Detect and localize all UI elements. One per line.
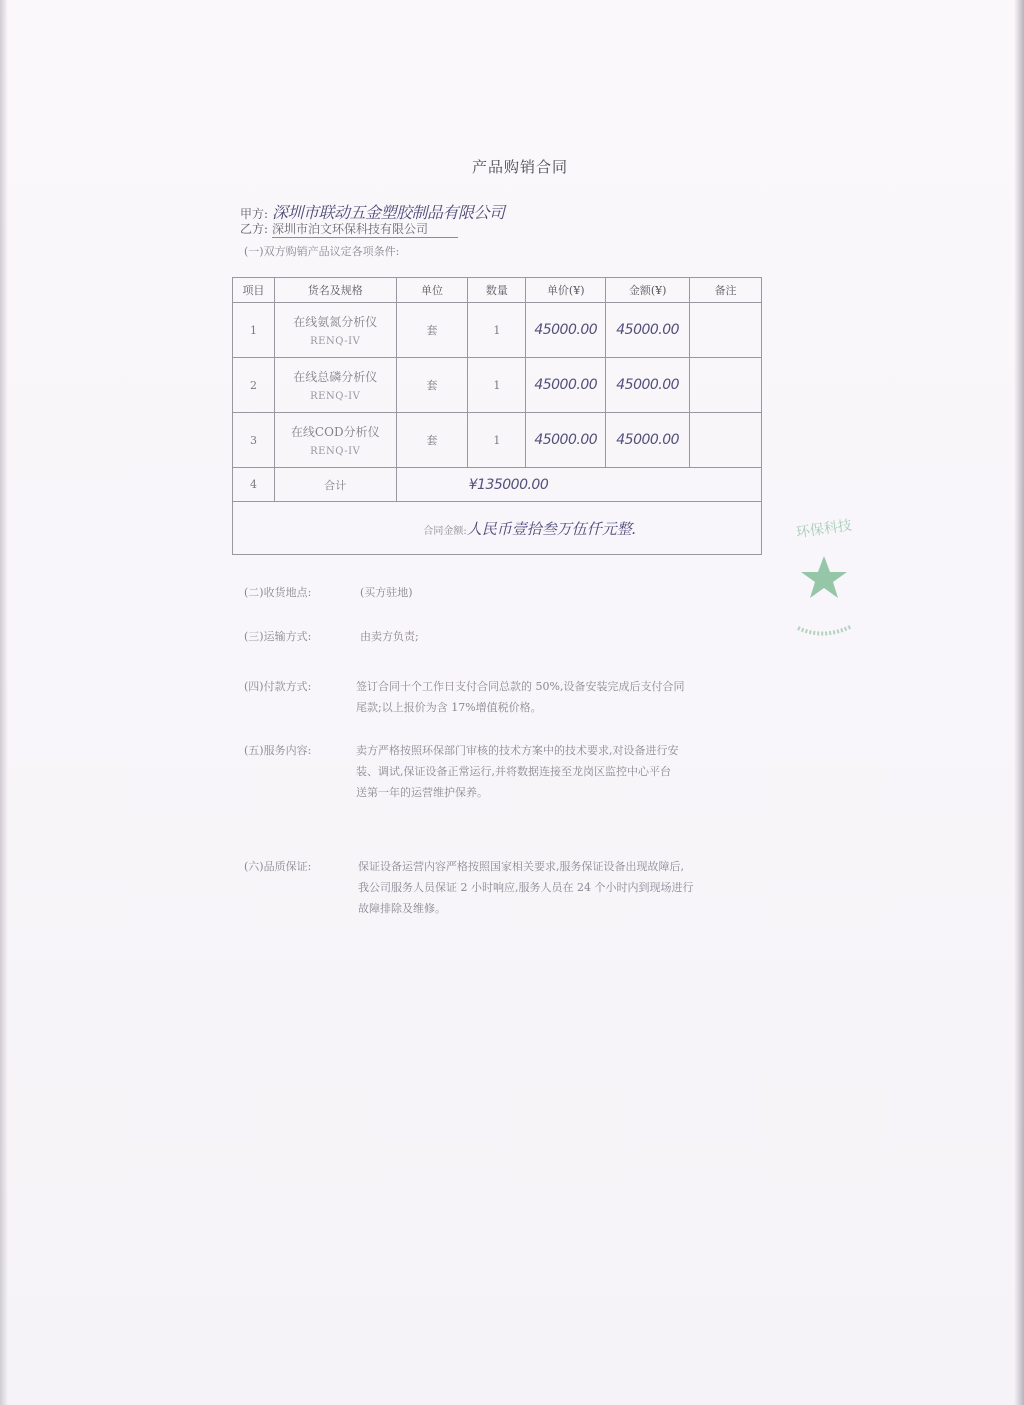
table-header-row <box>233 278 762 303</box>
product-model: RENQ-IV <box>310 391 361 402</box>
qty-cell: 1 <box>468 413 526 468</box>
table-row <box>233 413 762 468</box>
amount-cell-handwritten: 45000.00 <box>606 358 690 413</box>
row-number: 2 <box>233 358 275 413</box>
total-value-handwritten: ¥135000.00 <box>468 476 549 493</box>
party-b-line <box>240 220 458 238</box>
total-value-cell <box>396 468 761 502</box>
table-row <box>233 303 762 358</box>
product-cell <box>274 303 396 358</box>
clause-text: 保证设备运营内容严格按照国家相关要求,服务保证设备出现故障后, 我公司服务人员保证 2 小时响应,服务人员在 24 个小时内到现场进行 故障排除及维修。 <box>358 860 694 915</box>
header-amount: 金额(¥) <box>606 278 690 303</box>
table-row <box>233 358 762 413</box>
remark-cell <box>690 358 762 413</box>
product-model: RENQ-IV <box>310 336 361 347</box>
clause-label: (二)收货地点: <box>244 586 312 599</box>
clause-quality <box>244 856 784 922</box>
clause-service <box>244 740 784 806</box>
clause-text: 由卖方负责; <box>360 630 419 643</box>
seal-arc <box>798 626 852 634</box>
header-price: 单价(¥) <box>526 278 606 303</box>
seal-graphic <box>790 500 870 660</box>
unit-cell: 套 <box>396 413 468 468</box>
contract-amount-row <box>233 502 762 555</box>
product-name: 在线氨氮分析仪 <box>293 315 378 329</box>
amount-cell-handwritten: 45000.00 <box>606 303 690 358</box>
total-label: 合计 <box>274 468 396 502</box>
contract-amount-cell <box>233 502 762 555</box>
clause-label: (四)付款方式: <box>244 680 312 693</box>
total-row-number: 4 <box>233 468 275 502</box>
unit-cell: 套 <box>396 303 468 358</box>
qty-cell: 1 <box>468 303 526 358</box>
seal-text: 环保科技 <box>795 517 853 542</box>
clause-payment <box>244 676 784 720</box>
party-a-name-handwritten: 深圳市联动五金塑胶制品有限公司 <box>272 203 505 222</box>
price-cell-handwritten: 45000.00 <box>526 358 606 413</box>
party-b-label: 乙方: <box>240 222 269 236</box>
document-title: 产品购销合同 <box>471 158 568 176</box>
clause-text: (买方驻地) <box>360 586 413 599</box>
remark-cell <box>690 303 762 358</box>
scan-edge-left <box>0 0 8 1405</box>
header-remark: 备注 <box>690 278 762 303</box>
party-a-label: 甲方: <box>240 207 269 221</box>
product-name: 在线总磷分析仪 <box>293 370 378 384</box>
row-number: 1 <box>233 303 275 358</box>
company-seal-stamp <box>790 500 870 660</box>
amount-cell-handwritten: 45000.00 <box>606 413 690 468</box>
clause-text: 签订合同十个工作日支付合同总款的 50%,设备安装完成后支付合同 尾款;以上报价为含 17%增值税价格。 <box>356 680 685 714</box>
total-row <box>233 468 762 502</box>
contract-amount-handwritten: 人民币壹拾叁万伍仟元整. <box>466 519 637 538</box>
clause-label: (三)运输方式: <box>244 630 312 643</box>
clause-label: (六)品质保证: <box>244 860 312 873</box>
contract-amount-label: 合同金额: <box>423 525 467 537</box>
clause-transport <box>244 626 784 648</box>
header-qty: 数量 <box>468 278 526 303</box>
price-cell-handwritten: 45000.00 <box>526 413 606 468</box>
seal-star-icon <box>801 556 847 598</box>
product-model: RENQ-IV <box>310 446 361 457</box>
qty-cell: 1 <box>468 358 526 413</box>
clause-text: 卖方严格按照环保部门审核的技术方案中的技术要求,对设备进行安 装、调试,保证设备正常运行,并将数据连接至龙岗区监控中心平台 送第一年的运营维护保养。 <box>356 744 679 799</box>
product-cell <box>274 413 396 468</box>
clause-delivery-place <box>244 582 784 604</box>
product-cell <box>274 358 396 413</box>
scan-edge-right <box>1014 0 1024 1405</box>
unit-cell: 套 <box>396 358 468 413</box>
section-1-heading: (一)双方购销产品议定各项条件: <box>244 245 400 258</box>
price-cell-handwritten: 45000.00 <box>526 303 606 358</box>
product-name: 在线COD分析仪 <box>290 425 380 439</box>
party-b-name: 深圳市泊文环保科技有限公司 <box>272 220 458 238</box>
remark-cell <box>690 413 762 468</box>
header-item: 项目 <box>233 278 275 303</box>
header-unit: 单位 <box>396 278 468 303</box>
product-table <box>232 277 762 555</box>
row-number: 3 <box>233 413 275 468</box>
header-name: 货名及规格 <box>274 278 396 303</box>
clause-label: (五)服务内容: <box>244 744 312 757</box>
